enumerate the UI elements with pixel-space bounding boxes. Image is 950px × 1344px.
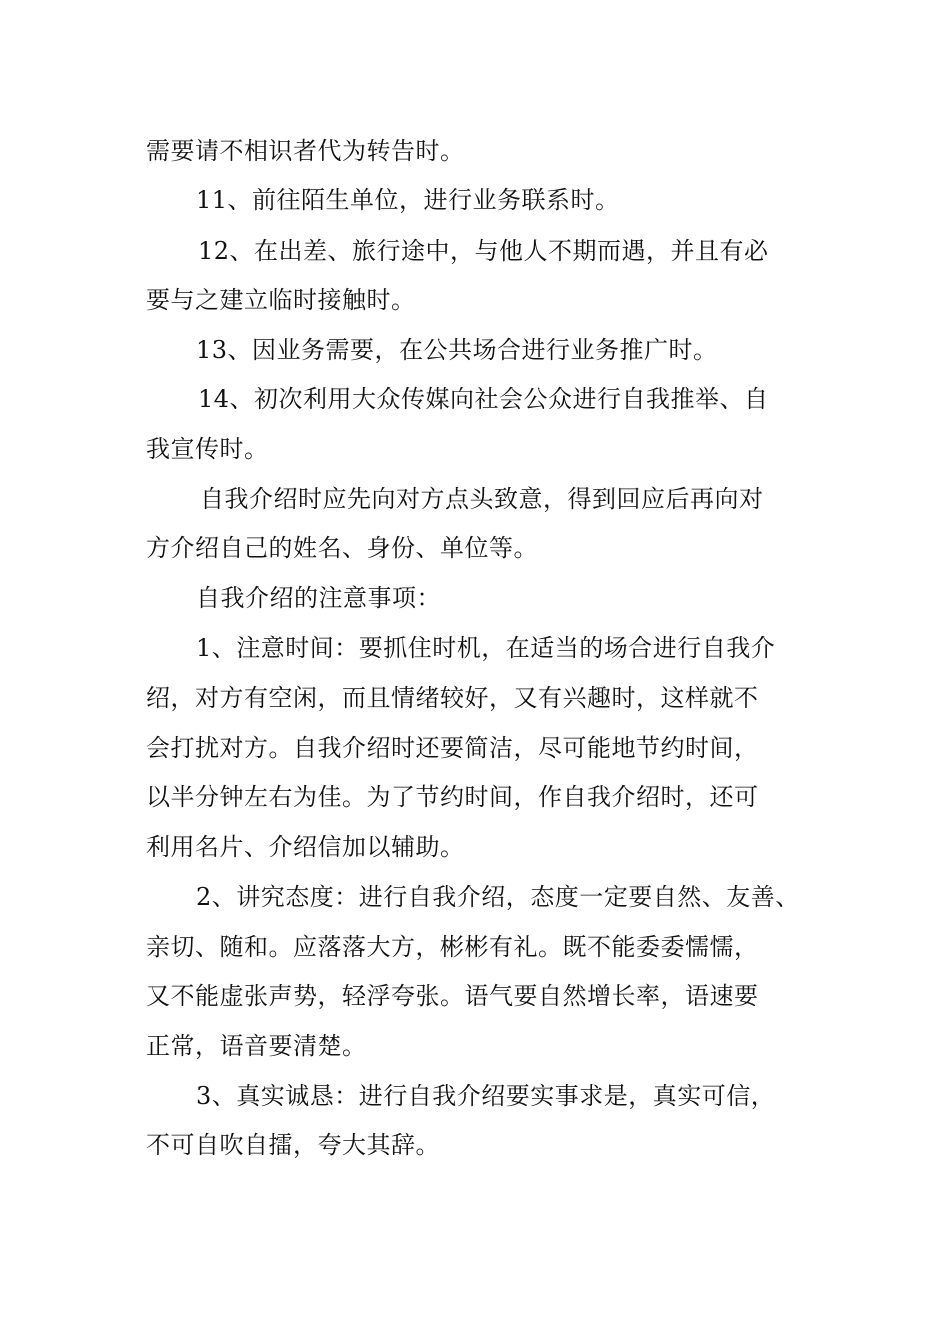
- text-line: 又不能虚张声势，轻浮夸张。语气要自然增长率，语速要: [146, 982, 759, 1010]
- list-item-13: 13、因业务需要，在公共场合进行业务推广时。: [196, 336, 718, 364]
- text-line: 绍，对方有空闲，而且情绪较好，又有兴趣时，这样就不: [146, 684, 759, 712]
- list-item-14: 14、初次利用大众传媒向社会公众进行自我推举、自: [198, 385, 769, 413]
- list-item-12: 12、在出差、旅行途中，与他人不期而遇，并且有必: [198, 237, 769, 265]
- paragraph-line: 自我介绍时应先向对方点头致意，得到回应后再向对: [200, 485, 764, 513]
- text-line: 不可自吹自擂，夸大其辞。: [146, 1131, 440, 1159]
- text-line: 方介绍自己的姓名、身份、单位等。: [146, 534, 538, 562]
- section-heading: 自我介绍的注意事项：: [196, 584, 441, 612]
- text-line: 要与之建立临时接触时。: [146, 286, 416, 314]
- text-line: 利用名片、介绍信加以辅助。: [146, 833, 465, 861]
- list-item-11: 11、前往陌生单位，进行业务联系时。: [196, 186, 620, 214]
- text-line: 亲切、随和。应落落大方，彬彬有礼。既不能委委懦懦，: [146, 933, 759, 961]
- text-line: 需要请不相识者代为转告时。: [146, 137, 465, 165]
- list-item-2: 2、讲究态度：进行自我介绍，态度一定要自然、友善、: [196, 883, 800, 911]
- list-item-3: 3、真实诚恳：进行自我介绍要实事求是，真实可信，: [196, 1082, 776, 1110]
- text-line: 正常，语音要清楚。: [146, 1032, 367, 1060]
- list-item-1: 1、注意时间：要抓住时机，在适当的场合进行自我介: [196, 634, 776, 662]
- text-line: 会打扰对方。自我介绍时还要简洁，尽可能地节约时间，: [146, 734, 759, 762]
- text-line: 我宣传时。: [146, 435, 269, 463]
- text-line: 以半分钟左右为佳。为了节约时间，作自我介绍时，还可: [146, 783, 759, 811]
